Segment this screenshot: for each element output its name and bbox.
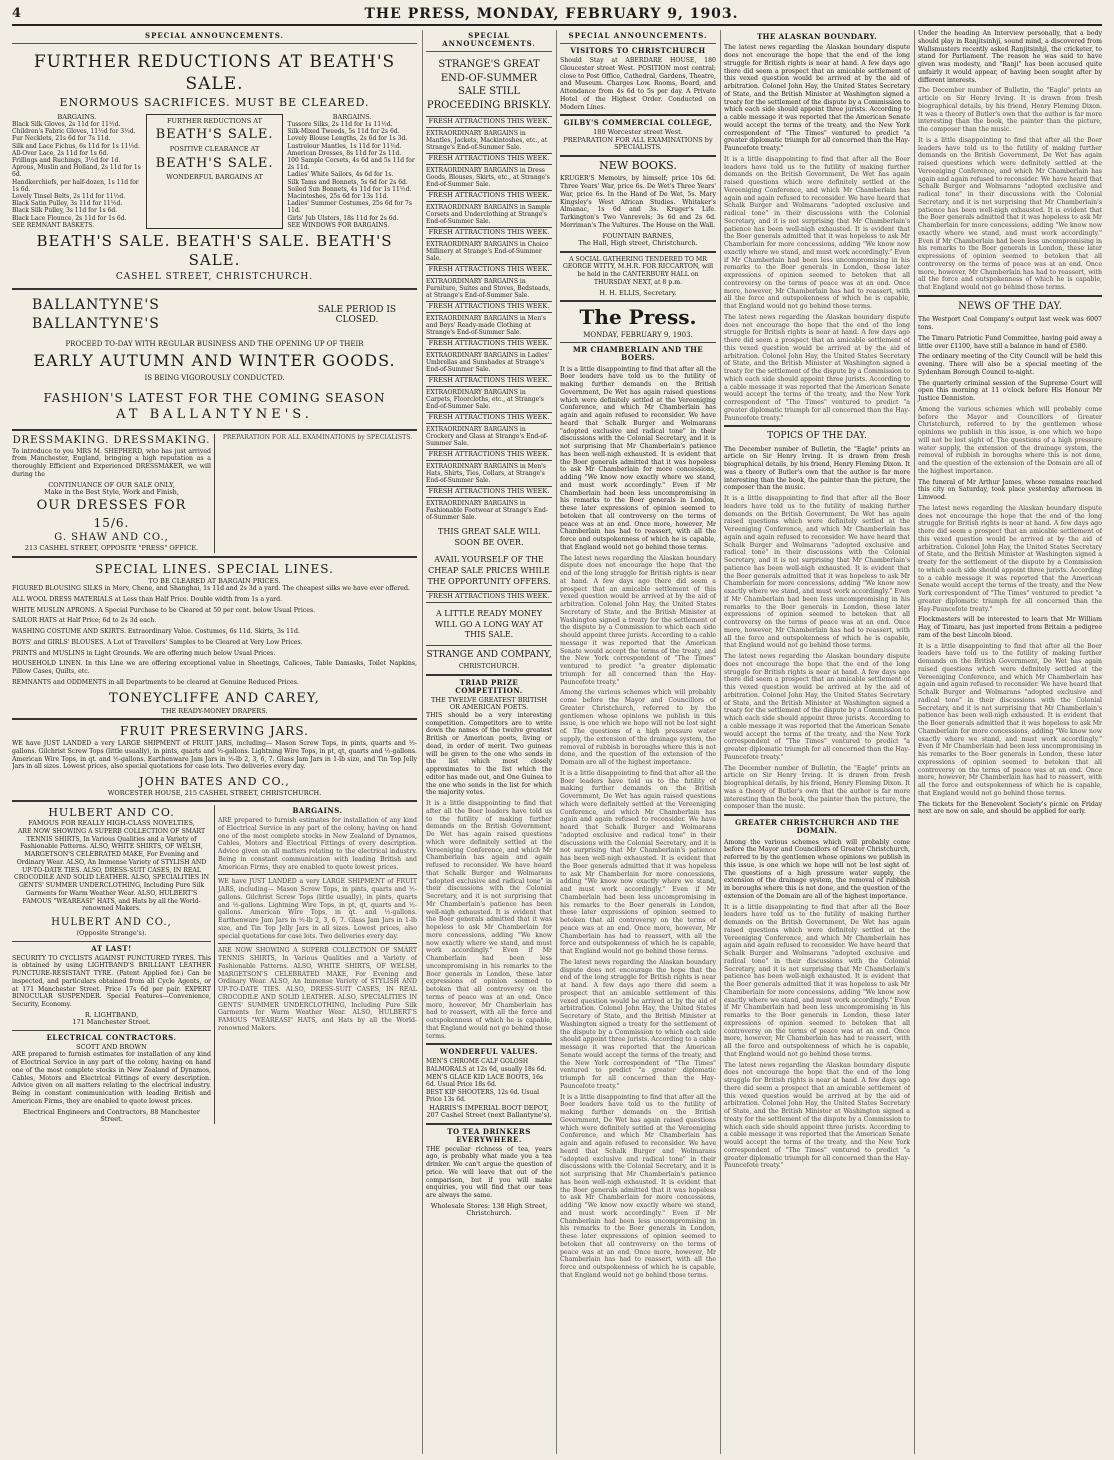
photographer-ad: [214, 434, 417, 553]
bates-filler: WE have JUST LANDED a very LARGE SHIPMENT of FRUIT JARS, including— Mason Screw Tops, in pints, quarts and ½-gallons. Gilchrist Screw Tops (little usually), in pints, quarts and ½-gallons. Lightning Wire Tops, in pt, qt, quarts and ½-gallons. American Wire Tops, in qt. and ½-gallons. Earthenware Jam Jars in ½-lb 2, 3, 6, 7. Glass Jam Jars in 1-lb size, and Tin Top Jelly Jars in all sizes. Lowest prices, also special quotations for case lots. Two deliveries every day.: [218, 878, 417, 940]
chamberlain-continued: It is a little disappointing to find that after all the Boer leaders have told us to the futility of making further demands on the British Government, De Wet has again raised questions which were definitely settled at the Vereeniging Conference, and which Mr Chamberlain has again and again refused to reconsider. We have heard that Schalk Burger and Wolmarans "adopted exclusive and radical tone" in their discussions with the Colonial Secretary, and it is not surprising that Mr Chamberlain's patience has been well-nigh exhausted. It is evident that the Boer generals admitted that it was hopeless to ask Mr Chamberlain for more concessions, adding "We know now exactly where we stand, and must work accordingly." Even if Mr Chamberlain had been less uncompromising in his remarks to the Boer generals in London, these later expressions of opinion seemed to betoken that all controversy on the terms of peace was at an end. Once more, however, Mr Chamberlain has had to reassert, with all the force and outspokenness of which he is capable, that England would not go behind those terms.: [560, 1093, 716, 1279]
beath-sale-ad: [12, 47, 417, 289]
bargain-line: Silk Tams and Bonnets, 5s 6d for 2s 6d.: [287, 178, 408, 186]
gilby-prep: PREPARATION FOR ALL EXAMINATIONS by SPECIALISTS.: [563, 135, 713, 152]
news-item: Flockmasters will be interested to learn that Mr William Hay, of Timaru, has just imported from Britain a pedigree ram of the best Lincoln blood.: [918, 616, 1102, 639]
bargain-line: Silk-Mixed Tweeds, 5s 11d for 2s 6d.: [287, 128, 400, 136]
special-line-item: PRINTS and MUSLINS in Light Grounds. We are offering much below Usual Prices.: [12, 649, 276, 657]
books-company: FOUNTAIN BARNES,: [602, 231, 674, 240]
special-line-item: ALL WOOL DRESS MATERIALS at Less than Half Price. Double width from 1s a yard.: [12, 595, 283, 603]
news-item: The quarterly criminal session of the Supreme Court will open this morning at 11 o'clock before His Honour Mr Justice Denniston.: [918, 379, 1102, 402]
dressmaking-title: DRESSMAKING. DRESSMAKING.: [12, 434, 211, 446]
beath-address: CASHEL STREET, CHRISTCHURCH.: [115, 271, 314, 282]
bargain-line: Silk and Lace Fichus, 6s 11d for 1s 11½d.: [12, 142, 140, 150]
ballantyne-ad: [12, 290, 417, 431]
strange-bargain: EXTRAORDINARY BARGAINS in Men's and Boys' Ready-made Clothing at Strange's End-of-Summer Sale.: [426, 314, 546, 337]
electrical-company: SCOTT AND BROWN: [76, 1042, 147, 1051]
chamberlain-continued: It is a little disappointing to find that after all the Boer leaders have told us to the futility of making further demands on the British Government, De Wet has again raised questions which were definitely settled at the Vereeniging Conference, and which Mr Chamberlain has again and again refused to reconsider. We have heard that Schalk Burger and Wolmarans "adopted exclusive and radical tone" in their discussions with the Colonial Secretary, and it is not surprising that Mr Chamberlain's patience has been well-nigh exhausted. It is evident that the Boer generals admitted that it was hopeless to ask Mr Chamberlain for more concessions, adding "We know now exactly where we stand, and must work accordingly." Even if Mr Chamberlain had been less uncompromising in his remarks to the Boer generals in London, these later expressions of opinion seemed to betoken that all controversy on the terms of peace was at an end. Once more, however, Mr Chamberlain has had to reassert, with all the force and outspokenness of which he is capable, that England would not go behind those terms.: [560, 769, 716, 956]
sale-soon-over: THIS GREAT SALE WILL SOON BE OVER.: [438, 527, 540, 548]
bargain-line: Aprons, Muslin and Holland, 2s 11d for 1s 6d.: [12, 164, 141, 179]
news-of-the-day-title: NEWS OF THE DAY.: [958, 300, 1062, 312]
chamberlain-continued: The latest news regarding the Alaskan boundary dispute does not encourage the hope that the end of the long struggle for British rights is near at hand. A few days ago there did seem a prospect that an amicable settlement of this vexed question would be arrived at by the aid of arbitration. Colonel John Hay, the United States Secretary of State, and the British Minister at Washington signed a treaty for the settlement of the dispute by a Commission to which each side should appoint three jurists. According to a cable message it was reported that the American Senate would accept the terms of the treaty, and the New York correspondent of "The Times" ventured to predict "a greater diplomatic triumph for all concerned than the Hay-Pauncefote treaty.": [560, 958, 716, 1090]
tea-address: Wholesale Stores: 138 High Street, Christchurch.: [430, 1201, 548, 1218]
shaw-company: G. SHAW AND CO.,: [54, 532, 169, 544]
center-line: BEATH'S SALE.: [155, 155, 274, 171]
fresh-attractions: FRESH ATTRACTIONS THIS WEEK.: [426, 338, 552, 349]
competition-body: THIS should be a very interesting competition. Competitors are to write down the names of the twelve greatest British or American poets, living or dead, in order of merit. Two guineas will be given to the one who sends in the list which most closely approximates to the list which the editor has made out, and One Guinea to the one who sends in the list for which the majority votes.: [426, 711, 552, 797]
strange-title: STRANGE'S GREAT END-OF-SUMMER SALE STILL PROCEEDING BRISKLY.: [426, 59, 552, 111]
bargain-line: Children's Fabric Gloves, 11½d for 3½d.: [12, 128, 136, 136]
topics-title: TOPICS OF THE DAY.: [767, 431, 867, 442]
chamberlain-continued: Among the various schemes which will probably come before the Mayor and Councillors of Greater Christchurch, referred to by the gentlemen whose opinions we publish in this issue, is one which we hope will not be lost sight of. The questions of a high pressure water supply, the extension of the drainage system, the removal of rubbish in boroughs where this is not done, and the question of the extension of the Domain are all of the highest importance.: [560, 689, 716, 767]
fresh-attractions: FRESH ATTRACTIONS THIS WEEK.: [426, 116, 552, 127]
toneycliffe-desc: THE READY-MONEY DRAPERS.: [161, 706, 268, 715]
electrical-title: ELECTRICAL CONTRACTORS.: [46, 1032, 177, 1042]
news-item: Among the various schemes which will probably come before the Mayor and Councillors of Greater Christchurch, referred to by the gentlemen whose opinions we publish in this issue, is one which we hope will not be lost sight of. The questions of a high pressure water supply, the extension of the drainage system, the removal of rubbish in boroughs where this is not done, and the question of the extension of the Domain are all of the highest importance.: [918, 405, 1102, 475]
section-header: SPECIAL ANNOUNCEMENTS.: [426, 30, 552, 52]
books-address: The Hall, High street, Christchurch.: [578, 239, 698, 248]
special-lines-ad: [12, 558, 417, 720]
fruit-body: WE have JUST LANDED a very LARGE SHIPMENT of FRUIT JARS, including— Mason Screw Tops, in pints, quarts and ½-gallons. Gilchrist Screw Tops (little usually), in pints, quarts and ½-gallons. Lightning Wire Tops, in pt, qt, quarts and ½-gallons. American Wire Tops, in qt. and ½-gallons. Earthenware Jam Jars in ½-lb 2, 3, 6, 7. Glass Jam Jars in 1-lb size, and Tin Top Jelly Jars in all sizes. Lowest prices, also special quotations for case lots. Two deliveries every day.: [12, 740, 417, 771]
press-title: The Press.: [579, 305, 697, 330]
strange-bargain: EXTRAORDINARY BARGAINS in Ladies' Umbrellas and Sunshades at Strange's End-of-Summer Sale.: [426, 351, 550, 374]
continuance: CONTINUANCE OF OUR SALE ONLY,: [48, 480, 175, 489]
hulbert-tagline: FAMOUS FOR REALLY HIGH-CLASS NOVELTIES,: [28, 819, 195, 828]
masthead-title: THE PRESS, MONDAY, FEBRUARY 9, 1903.: [364, 5, 739, 22]
bargain-line: Girls' Jub Ulsters, 18s 11d for 2s 6d.: [287, 214, 399, 222]
bargain-line: SEE WINDOWS FOR BARGAINS.: [287, 221, 390, 229]
shoe-line: MEN'S GLACE KID LACE BOOTS, 16s 6d. Usual Price 18s 6d.: [426, 1073, 543, 1089]
wonderful-values: WONDERFUL VALUES.: [439, 1047, 539, 1057]
bargain-line: Lustrelour Mantles, 1s 11d for 11½d.: [287, 142, 402, 150]
section-header: SPECIAL ANNOUNCEMENTS.: [560, 30, 716, 44]
toneycliffe-company: TONEYCLIFFE AND CAREY,: [109, 690, 320, 706]
fruit-jars-ad: [12, 720, 417, 802]
alaskan-title: THE ALASKAN BOUNDARY.: [756, 32, 878, 41]
chamberlain-title: MR CHAMBERLAIN AND THE BOERS.: [572, 345, 704, 363]
sale-period-note: SALE PERIOD IS CLOSED.: [317, 304, 397, 326]
bargain-line: Lovely Tinsel Belts, 2s 11d for 11½d.: [12, 192, 126, 200]
bargain-line: Black Lace Flounce, 2s 11d for 1s 6d.: [12, 214, 127, 222]
special-lines-subtitle: TO BE CLEARED AT BARGAIN PRICES.: [148, 576, 281, 585]
hulbert-title: HULBERT AND CO.: [48, 806, 175, 820]
strange-bargain: EXTRAORDINARY BARGAINS in Choice Millinery at Strange's End-of-Summer Sale.: [426, 240, 549, 263]
competition-filler: It is a little disappointing to find that after all the Boer leaders have told us to the futility of making further demands on the British Government, De Wet has again raised questions which were definitely settled at the Vereeniging Conference, and which Mr Chamberlain has again and again refused to reconsider. We have heard that Schalk Burger and Wolmarans "adopted exclusive and radical tone" in their discussions with the Colonial Secretary, and it is not surprising that Mr Chamberlain's patience has been well-nigh exhausted. It is evident that the Boer generals admitted that it was hopeless to ask Mr Chamberlain for more concessions, adding "We know now exactly where we stand, and must work accordingly." Even if Mr Chamberlain had been less uncompromising in his remarks to the Boer generals in London, these later expressions of opinion seemed to betoken that all controversy on the terms of peace was at an end. Once more, however, Mr Chamberlain has had to reassert, with all the force and outspokenness of which he is capable, that England would not go behind those terms.: [426, 800, 552, 1040]
column-4: [720, 30, 910, 1454]
masthead: [12, 4, 1102, 26]
shoe-line: BEST KIP SHOOTERS, 12s 6d. Usual Price 13s 6d.: [426, 1089, 539, 1104]
unpacked-line: IS BEING VIGOROUSLY CONDUCTED.: [144, 373, 285, 382]
new-books-body: KRUGER'S Memoirs, by himself; price 10s 6d. Three Years' War, price 6s. De Wet's Three Years' War, price 6s. In the Hand of De Wet, 5s. Mary Kingsley's West African Studies. Whitaker's Almanac, 1s 6d and 3s. Kruger's Life. Tarkington's Two Vanrevels; 3s 6d and 2s 6d. Merriman's The Vultures. The House on the Wall.: [560, 175, 716, 229]
competition-title: TRIAD PRIZE COMPETITION.: [455, 677, 523, 695]
bargain-line: Black Satin Pulley, 3s 11d for 11½d.: [12, 200, 123, 208]
ranji-continued: It is a little disappointing to find that after all the Boer leaders have told us to the futility of making further demands on the British Government, De Wet has again raised questions which were definitely settled at the Vereeniging Conference, and which Mr Chamberlain has again and again refused to reconsider. We have heard that Schalk Burger and Wolmarans "adopted exclusive and radical tone" in their discussions with the Colonial Secretary, and it is not surprising that Mr Chamberlain's patience has been well-nigh exhausted. It is evident that the Boer generals admitted that it was hopeless to ask Mr Chamberlain for more concessions, adding "We know now exactly where we stand, and must work accordingly." Even if Mr Chamberlain had been less uncompromising in his remarks to the Boer generals in London, these later expressions of opinion seemed to betoken that all controversy on the terms of peace was at an end. Once more, however, Mr Chamberlain has had to reassert, with all the force and outspokenness of which he is capable, that England would not go behind those terms.: [918, 136, 1102, 291]
at-last-body: SECURITY TO CYCLISTS AGAINST PUNCTURED TYRES. This is obtained by using LIGHTBAND'S BRILLIANT LEATHER PUNCTURE-RESISTANT TYRE. (Patent Applied for.) Can be inspected, and particulars obtained from all Cycle Agents, or at 171 Manchester Street. Price 17s 6d per pair. EXPERT BINOCULAR SUSPENDER. Special Features—Convenience, Security, Economy.: [12, 954, 211, 1009]
chamberlain-body: It is a little disappointing to find that after all the Boer leaders have told us to the futility of making further demands on the British Government, De Wet has again raised questions which were definitely settled at the Vereeniging Conference, and which Mr Chamberlain has again and again refused to reconsider. We have heard that Schalk Burger and Wolmarans "adopted exclusive and radical tone" in their discussions with the Colonial Secretary, and it is not surprising that Mr Chamberlain's patience has been well-nigh exhausted. It is evident that the Boer generals admitted that it was hopeless to ask Mr Chamberlain for more concessions, adding "We know now exactly where we stand, and must work accordingly." Even if Mr Chamberlain had been less uncompromising in his remarks to the Boer generals in London, these later expressions of opinion seemed to betoken that all controversy on the terms of peace was at an end. Once more, however, Mr Chamberlain has had to reassert, with all the force and outspokenness of which he is capable, that England would not go behind those terms.: [560, 365, 716, 551]
beath-headline: FURTHER REDUCTIONS AT BEATH'S SALE.: [33, 52, 396, 95]
alaskan-continued: It is a little disappointing to find that after all the Boer leaders have told us to the futility of making further demands on the British Government, De Wet has again raised questions which were definitely settled at the Vereeniging Conference, and which Mr Chamberlain has again and again refused to reconsider. We have heard that Schalk Burger and Wolmarans "adopted exclusive and radical tone" in their discussions with the Colonial Secretary, and it is not surprising that Mr Chamberlain's patience has been well-nigh exhausted. It is evident that the Boer generals admitted that it was hopeless to ask Mr Chamberlain for more concessions, adding "We know now exactly where we stand, and must work accordingly." Even if Mr Chamberlain had been less uncompromising in his remarks to the Boer generals in London, these later expressions of opinion seemed to betoken that all controversy on the terms of peace was at an end. Once more, however, Mr Chamberlain has had to reassert, with all the force and outspokenness of which he is capable, that England would not go behind those terms.: [724, 155, 910, 311]
little-money: A LITTLE READY MONEY WILL GO A LONG WAY AT THIS SALE.: [435, 608, 543, 640]
shaw-address: 213 CASHEL STREET, OPPOSITE "PRESS" OFFICE.: [24, 544, 199, 553]
bargain-line: Ladies' Summer Costumes, 25s 6d for 7s 11d.: [287, 200, 412, 215]
bargain-line: Handkerchiefs, per half-dozen, 1s 11d for 1s 6d.: [12, 178, 139, 193]
hulbert-ad: [12, 805, 211, 1124]
fresh-attractions: FRESH ATTRACTIONS THIS WEEK.: [426, 412, 552, 423]
bargain-line: Frillings and Ruchings, 3½d for 1d.: [12, 157, 121, 165]
bargain-line: All-Over Lace, 2s 11d for 1s 6d.: [12, 149, 109, 157]
at-ballantynes: AT BALLANTYNE'S.: [116, 407, 313, 423]
strange-bargain: EXTRAORDINARY BARGAINS in Furniture, Suites and Stoves, Bedsteads, at Strange's End-of-Summer Sale.: [426, 277, 551, 300]
fresh-attractions: FRESH ATTRACTIONS THIS WEEK.: [426, 264, 552, 275]
fruit-title: FRUIT PRESERVING JARS.: [120, 724, 309, 739]
bargain-line: American Dresses, 8s 11d for 2s 11d.: [287, 149, 402, 157]
lightband-company: R. LIGHTBAND,: [84, 1010, 139, 1019]
gilby-address: 180 Worcester street West.: [593, 128, 683, 137]
bargain-line: Fur Necklets, 21s 6d for 7s 11d.: [12, 135, 111, 143]
greater-continued: It is a little disappointing to find that after all the Boer leaders have told us to the futility of making further demands on the British Government, De Wet has again raised questions which were definitely settled at the Vereeniging Conference, and which Mr Chamberlain has again and again refused to reconsider. We have heard that Schalk Burger and Wolmarans "adopted exclusive and radical tone" in their discussions with the Colonial Secretary, and it is not surprising that Mr Chamberlain's patience has been well-nigh exhausted. It is evident that the Boer generals admitted that it was hopeless to ask Mr Chamberlain for more concessions, adding "We know now exactly where we stand, and must work accordingly." Even if Mr Chamberlain had been less uncompromising in his remarks to the Boer generals in London, these later expressions of opinion seemed to betoken that all controversy on the terms of peace was at an end. Once more, however, Mr Chamberlain has had to reassert, with all the force and outspokenness of which he is capable, that England would not go behind those terms.: [724, 903, 910, 1058]
center-line: WONDERFUL BARGAINS AT: [166, 173, 263, 182]
beath-subhead: ENORMOUS SACRIFICES. MUST BE CLEARED.: [59, 96, 370, 110]
bargain-line: Tussore Silks, 2s 11d for 1s 11½d.: [287, 121, 393, 129]
strange-bargain: EXTRAORDINARY BARGAINS in Fashionable Footwear at Strange's End-of-Summer Sale.: [426, 499, 548, 522]
press-date: MONDAY, FEBRUARY 9, 1903.: [583, 331, 693, 340]
special-line-item: REMNANTS and ODDMENTS in all Departments to be cleared at Genuine Reduced Prices.: [12, 678, 299, 686]
electrical-body: ARE prepared to furnish estimates for installation of any kind of Electrical Service in any part of the colony, having on hand one of the most complete stocks in New Zealand of Dynamos, Cables, Motors and Electrical Fittings of every description. Advice given on all matters relating to the electrical industry. Being in constant communication with leading British and American Firms, they are enabled to quote lowest prices.: [12, 1051, 211, 1105]
bargain-line: Soiled Sun Bonnets, 4s 11d for 1s 11½d.: [287, 185, 412, 193]
tea-title: TO TEA DRINKERS EVERYWHERE.: [447, 1126, 531, 1144]
strange-bargain: EXTRAORDINARY BARGAINS in Mantles, Jackets, Mackintoshes, etc., at Strange's End-of-Summer Sale.: [426, 129, 548, 151]
topics-continued: The latest news regarding the Alaskan boundary dispute does not encourage the hope that the end of the long struggle for British rights is near at hand. A few days ago there did seem a prospect that an amicable settlement of this vexed question would be arrived at by the aid of arbitration. Colonel John Hay, the United States Secretary of State, and the British Minister at Washington signed a treaty for the settlement of the dispute by a Commission to which each side should appoint three jurists. According to a cable message it was reported that the American Senate would accept the terms of the treaty, and the New York correspondent of "The Times" ventured to predict "a greater diplomatic triumph for all concerned than the Hay-Pauncefote treaty.": [724, 653, 910, 761]
social-secretary: H. H. ELLIS, Secretary.: [599, 288, 677, 297]
topics-continued: The December number of Bulletin, the "Eagle" prints an article on Sir Henry Irving. It is drawn from fresh biographical details, by his friend, Henry Fleming Dixon. It was a theory of Butler's own that the author is far more interesting than the book, the painter than the picture, the composer than the music.: [724, 764, 910, 811]
topics-body: The December number of Bulletin, the "Eagle" prints an article on Sir Henry Irving. It is drawn from fresh biographical details, by his friend, Henry Fleming Dixon. It was a theory of Butler's own that the author is far more interesting than the book, the painter than the picture, the composer than the music.: [724, 445, 910, 492]
beath-bargains-right: [287, 114, 417, 229]
strange-bargain: EXTRAORDINARY BARGAINS in Sample Corsets and Underclothing at Strange's End-of-Summer Sale.: [426, 203, 551, 225]
bargains-title: BARGAINS.: [292, 806, 343, 816]
electrical-address: Electrical Engineers and Contractors, 88 Manchester Street.: [23, 1107, 200, 1124]
fresh-attractions: FRESH ATTRACTIONS THIS WEEK.: [426, 591, 552, 602]
strange-bargain: EXTRAORDINARY BARGAINS in Carpets, Floorcloths, etc., at Strange's End-of-Summer Sale.: [426, 388, 544, 411]
fresh-attractions: FRESH ATTRACTIONS THIS WEEK.: [426, 227, 552, 238]
bargain-line: Lovely Blouse Lengths, 2s 6d for 1s 3d.: [287, 135, 408, 143]
topics-continued: It is a little disappointing to find that after all the Boer leaders have told us to the futility of making further demands on the British Government, De Wet has again raised questions which were definitely settled at the Vereeniging Conference, and which Mr Chamberlain has again and again refused to reconsider. We have heard that Schalk Burger and Wolmarans "adopted exclusive and radical tone" in their discussions with the Colonial Secretary, and it is not surprising that Mr Chamberlain's patience has been well-nigh exhausted. It is evident that the Boer generals admitted that it was hopeless to ask Mr Chamberlain for more concessions, adding "We know now exactly where we stand, and must work accordingly." Even if Mr Chamberlain had been less uncompromising in his remarks to the Boer generals in London, these later expressions of opinion seemed to betoken that all controversy on the terms of peace was at an end. Once more, however, Mr Chamberlain has had to reassert, with all the force and outspokenness of which he is capable, that England would not go behind those terms.: [724, 495, 910, 650]
chamberlain-continued: The latest news regarding the Alaskan boundary dispute does not encourage the hope that the end of the long struggle for British rights is near at hand. A few days ago there did seem a prospect that an amicable settlement of this vexed question would be arrived at by the aid of arbitration. Colonel John Hay, the United States Secretary of State, and the British Minister at Washington signed a treaty for the settlement of the dispute by a Commission to which each side should appoint three jurists. According to a cable message it was reported that the American Senate would accept the terms of the treaty, and the New York correspondent of "The Times" ventured to predict "a greater diplomatic triumph for all concerned than the Hay-Pauncefote treaty.": [560, 554, 716, 686]
ballantyne-line-2: BALLANTYNE'S: [32, 316, 160, 333]
avail-yourself: AVAIL YOURSELF OF THE CHEAP SALE PRICES WHILE THE OPPORTUNITY OFFERS.: [427, 555, 551, 586]
our-dresses: OUR DRESSES FOR: [36, 497, 187, 513]
hulbert-filler: ARE NOW SHOWING A SUPERB COLLECTION OF SMART TENNIS SHIRTS, In Various Qualities and a Variety of Fashionable Patterns. ALSO, WHITE SHIRTS, OF WELSH, MARGETSON'S CELEBRATED MAKE, For Evening and Ordinary Wear. ALSO, An Immense Variety of STYLISH AND UP-TO-DATE TIES. ALSO, DRESS-SUIT CASES, IN REAL CROCODILE AND SOLID LEATHER. ALSO, SPECIALITIES IN GENTS' SUMMER UNDERCLOTHING, Including Pure Silk Garments for Warm Weather Wear. ALSO, HULBERT'S FAMOUS "WEAREASI" HATS, and Hats by all the World-renowned Makers.: [218, 947, 417, 1032]
column-5: [914, 30, 1102, 1454]
section-header: SPECIAL ANNOUNCEMENTS.: [12, 30, 417, 44]
at-last-title: AT LAST!: [91, 943, 132, 953]
fresh-attractions: FRESH ATTRACTIONS THIS WEEK.: [426, 301, 552, 312]
news-closing: The tickets for the Benevolent Society's picnic on Friday next are now on sale, and should be applied for early.: [918, 800, 1102, 816]
fresh-attractions: FRESH ATTRACTIONS THIS WEEK.: [426, 375, 552, 386]
news-item: The funeral of Mr Arthur James, whose remains reached this city on Saturday, took place yesterday afternoon in Linwood.: [918, 478, 1102, 501]
bargain-line: Black Silk Pulley, 3s 11d for 1s 6d.: [12, 207, 118, 215]
greater-title: GREATER CHRISTCHURCH AND THE DOMAIN.: [735, 818, 899, 836]
tea-body: THE peculiar richness of tea, years ago, is probably what made you a tea drinker. We can't argue the question of price. We will leave that out of the comparison, but if you will make enquiries, you will find that our teas are always the same.: [426, 1145, 552, 1200]
beath-footer: BEATH'S SALE. BEATH'S SALE. BEATH'S SALE.: [36, 231, 393, 270]
bargains-title: BARGAINS.: [57, 112, 97, 121]
harris-address: 207 Cashel Street (next Ballantyne's).: [426, 1111, 552, 1120]
special-line-item: FIGURED BLOUSING SILKS in Merv, Chene, and Shanghai, 1s 11d and 2s 3d a yard. The cheapest silks we have ever offered.: [12, 585, 410, 593]
visitors-title: VISITORS TO CHRISTCHURCH: [570, 46, 706, 56]
news-item: The latest news regarding the Alaskan boundary dispute does not encourage the hope that the end of the long struggle for British rights is near at hand. A few days ago there did seem a prospect that an amicable settlement of this vexed question would be arrived at by the aid of arbitration. Colonel John Hay, the United States Secretary of State, and the British Minister at Washington signed a treaty for the settlement of the dispute by a Commission to which each side should appoint three jurists. According to a cable message it was reported that the American Senate would accept the terms of the treaty, and the New York correspondent of "The Times" ventured to predict "a greater diplomatic triumph for all concerned than the Hay-Pauncefote treaty.": [918, 504, 1102, 613]
special-line-item: WASHING COSTUME AND SKIRTS. Extraordinary Value. Costumes, 6s 11d. Skirts, 3s 11d.: [12, 628, 300, 636]
fresh-attractions: FRESH ATTRACTIONS THIS WEEK.: [426, 153, 552, 164]
social-gathering: A SOCIAL GATHERING TENDERED TO MR GEORGE WITTY, M.H.R. FOR RICCARTON, will be held in the CANTERBURY HALL on THURSDAY NEXT, at 8 p.m.: [562, 255, 714, 286]
bargain-line: Macintoshes, 25s 6d for 13s 11d.: [287, 192, 389, 200]
dress-price: 15/6.: [93, 515, 130, 530]
strange-bargain: EXTRAORDINARY BARGAINS in Crockery and Glass at Strange's End-of-Summer Sale.: [426, 425, 548, 448]
early-autumn: EARLY AUTUMN AND WINTER GOODS.: [33, 350, 396, 370]
bargain-line: Ladies' White Sailors, 4s 6d for 1s.: [287, 171, 394, 179]
strange-bargain: EXTRAORDINARY BARGAINS in Dress Goods, Blouses, Skirts, etc., at Strange's End-of-Summer Sale.: [426, 166, 550, 188]
new-books-title: NEW BOOKS.: [599, 158, 677, 172]
hulbert-footer: HULBERT AND CO.,: [51, 917, 172, 929]
bargain-line: Black Silk Gloves, 2s 11d for 11½d.: [12, 121, 121, 129]
news-item: The ordinary meeting of the City Council will be held this evening. There will also be a special meeting of the Sydenham Borough Council to-night.: [918, 353, 1102, 376]
column-1: [12, 30, 417, 1454]
center-line: POSITIVE CLEARANCE AT: [169, 145, 260, 154]
news-item: The Timaru Patriotic Fund Committee, having paid away a little over £1100, have still a balance in hand of £580.: [918, 334, 1102, 350]
right-small-ads: [214, 805, 417, 1124]
special-line-item: BOYS' and GIRLS' BLOUSES. A Lot of Travellers' Samples to be Cleared at Very Low Prices.: [12, 638, 303, 646]
ballantyne-line-1: BALLANTYNE'S: [32, 296, 160, 313]
center-line: BEATH'S SALE.: [155, 127, 274, 143]
ranji-article: Under the heading An Interview personally, that a body should play in Ranjitsinhji, sound mind, a discovered from Wallsmusters recently asked Ranjitsinhji, the cricketer, to stand for Parliament. The reason he was said to have given was modesty, and "Ranji" has been accused quite unfairly it would appear, of having been sought after by different interests.: [918, 30, 1102, 84]
shoe-line: MEN'S CHROME CALF GOLOSH BALMORALS at 12s 6d, usually 18s 6d.: [426, 1058, 547, 1073]
photographer-text: PREPARATION FOR ALL EXAMINATIONS by SPECIALISTS.: [222, 433, 413, 441]
dressmaking-body: To introduce to you MRS M. SHEPHERD, who has just arrived from Manchester, England, bringing a high reputation as a thoroughly Efficient and Experienced DRESSMAKER, we will during the: [12, 447, 211, 478]
center-line: FURTHER REDUCTIONS AT: [167, 116, 262, 125]
bargain-line: SEE REMNANT BASKETS.: [12, 221, 95, 229]
column-3: [556, 30, 716, 1454]
harris-depot: HARRIS'S IMPERIAL BOOT DEPOT,: [429, 1103, 549, 1112]
special-line-item: HOUSEHOLD LINEN. In this Line we are offering exceptional value in Sheetings, Calicoes, Table Damasks, Toilet Napkins, Pillow Cases, Quilts, etc.: [12, 660, 417, 676]
fashion-line: FASHION'S LATEST FOR THE COMING SEASON: [43, 390, 386, 405]
ranji-continued: The December number of Bulletin, the "Eagle" prints an article on Sir Henry Irving. It is drawn from fresh biographical details, by his friend, Henry Fleming Dixon. It was a theory of Butler's own that the author is far more interesting than the book, the painter than the picture, the composer than the music.: [918, 87, 1102, 133]
strange-company: STRANGE AND COMPANY,: [426, 650, 552, 661]
greater-continued: The latest news regarding the Alaskan boundary dispute does not encourage the hope that the end of the long struggle for British rights is near at hand. A few days ago there did seem a prospect that an amicable settlement of this vexed question would be arrived at by the aid of arbitration. Colonel John Hay, the United States Secretary of State, and the British Minister at Washington signed a treaty for the settlement of the dispute by a Commission to which each side should appoint three jurists. According to a cable message it was reported that the American Senate would accept the terms of the treaty, and the New York correspondent of "The Times" ventured to predict "a greater diplomatic triumph for all concerned than the Hay-Pauncefote treaty.": [724, 1061, 910, 1170]
lightband-address: 171 Manchester Street.: [72, 1018, 151, 1027]
fresh-attractions: FRESH ATTRACTIONS THIS WEEK.: [426, 190, 552, 201]
special-line-item: SAILOR HATS at Half Price; 6d to 2s 3d each.: [12, 617, 157, 625]
proceed-line: PROCEED TO-DAY WITH REGULAR BUSINESS AND THE OPENING UP OF THEIR: [65, 339, 364, 348]
special-lines-title: SPECIAL LINES. SPECIAL LINES.: [95, 561, 334, 576]
strange-city: CHRISTCHURCH.: [458, 662, 520, 671]
hulbert-body: ARE NOW SHOWING A SUPERB COLLECTION OF SMART TENNIS SHIRTS, In Various Qualities and a Variety of Fashionable Patterns. ALSO, WHITE SHIRTS, OF WELSH, MARGETSON'S CELEBRATED MAKE, For Evening and Ordinary Wear. ALSO, An Immense Variety of STYLISH AND UP-TO-DATE TIES. ALSO, DRESS-SUIT CASES, IN REAL CROCODILE AND SOLID LEATHER. ALSO, SPECIALITIES IN GENTS' SUMMER UNDERCLOTHING, Including Pure Silk Garments for Warm Weather Wear. ALSO, HULBERT'S FAMOUS "WEAREASI" HATS, and Hats by all the World-renowned Makers.: [14, 827, 209, 913]
alaskan-continued: The latest news regarding the Alaskan boundary dispute does not encourage the hope that the end of the long struggle for British rights is near at hand. A few days ago there did seem a prospect that an amicable settlement of this vexed question would be arrived at by the aid of arbitration. Colonel John Hay, the United States Secretary of State, and the British Minister at Washington signed a treaty for the settlement of the dispute by a Commission to which each side should appoint three jurists. According to a cable message it was reported that the American Senate would accept the terms of the treaty, and the New York correspondent of "The Times" ventured to predict "a greater diplomatic triumph for all concerned than the Hay-Pauncefote treaty.": [724, 313, 910, 422]
column-2: [422, 30, 552, 1454]
beath-bargains-left: [12, 114, 142, 229]
bargain-line: 100 Sample Corsets, 4s 6d and 5s 11d for 2s 11d.: [287, 157, 415, 172]
news-item: The Westport Coal Company's output last week was 6007 tons.: [918, 316, 1102, 331]
bargains-title: BARGAINS.: [332, 112, 372, 121]
bates-address: WORCESTER HOUSE, 215 CASHEL STREET, CHRISTCHURCH.: [107, 788, 322, 797]
page-number: 4: [12, 5, 22, 21]
dressmaking-ad: [12, 434, 211, 553]
makers-text: ARE prepared to furnish estimates for installation of any kind of Electrical Service in any part of the colony, having on hand one of the most complete stocks in New Zealand of Dynamos, Cables, Motors and Electrical Fittings of every description. Advice given on all matters relating to the electrical industry. Being in constant communication with leading British and American Firms, they are enabled to quote lowest prices.: [218, 817, 417, 871]
greater-body: Among the various schemes which will probably come before the Mayor and Councillors of Greater Christchurch, referred to by the gentlemen whose opinions we publish in this issue, is one which we hope will not be lost sight of. The questions of a high pressure water supply, the extension of the drainage system, the removal of rubbish in boroughs where this is not done, and the question of the extension of the Domain are all of the highest importance.: [724, 838, 910, 900]
news-item: It is a little disappointing to find that after all the Boer leaders have told us to the futility of making further demands on the British Government, De Wet has again raised questions which were definitely settled at the Vereeniging Conference, and which Mr Chamberlain has again and again refused to reconsider. We have heard that Schalk Burger and Wolmarans "adopted exclusive and radical tone" in their discussions with the Colonial Secretary, and it is not surprising that Mr Chamberlain's patience has been well-nigh exhausted. It is evident that the Boer generals admitted that it was hopeless to ask Mr Chamberlain for more concessions, adding "We know now exactly where we stand, and must work accordingly." Even if Mr Chamberlain had been less uncompromising in his remarks to the Boer generals in London, these later expressions of opinion seemed to betoken that all controversy on the terms of peace was at an end. Once more, however, Mr Chamberlain has had to reassert, with all the force and outspokenness of which he is capable, that England would not go behind those terms.: [918, 642, 1102, 797]
competition-sub: THE TWELVE GREATEST BRITISH OR AMERICAN POETS.: [431, 695, 547, 712]
hulbert-opposite: (Opposite Strange's).: [76, 929, 147, 938]
strange-bargain: EXTRAORDINARY BARGAINS in Men's Hats, Shirts, Ties, Collars, at Strange's End-of-Summer Sale.: [426, 462, 546, 485]
fresh-attractions: FRESH ATTRACTIONS THIS WEEK.: [426, 449, 552, 460]
alaskan-body: The latest news regarding the Alaskan boundary dispute does not encourage the hope that the end of the long struggle for British rights is near at hand. A few days ago there did seem a prospect that an amicable settlement of this vexed question would be arrived at by the aid of arbitration. Colonel John Hay, the United States Secretary of State, and the British Minister at Washington signed a treaty for the settlement of the dispute by a Commission to which each side should appoint three jurists. According to a cable message it was reported that the American Senate would accept the terms of the treaty, and the New York correspondent of "The Times" ventured to predict "a greater diplomatic triumph for all concerned than the Hay-Pauncefote treaty.": [724, 44, 910, 153]
fresh-attractions: FRESH ATTRACTIONS THIS WEEK.: [426, 486, 552, 497]
beath-center-box: [146, 114, 284, 229]
special-line-item: WHITE MUSLIN APRONS. A Special Purchase to be Cleared at 50 per cent. below Usual Prices.: [12, 606, 316, 614]
gilby-title: GILBY'S COMMERCIAL COLLEGE,: [563, 118, 713, 128]
bates-company: JOHN BATES AND CO.,: [139, 775, 290, 789]
made-line: Make in the Best Style, Work and Finish,: [44, 488, 179, 497]
visitors-body: Should Stay at ABERDARE HOUSE, 180 Gloucester street West. POSITION most central; close to Post Office, Cathedral, Gardens, Theatre, and Museum. Charges Low. Rooms, Board, and Attendance from 4s 6d to 5s per day. A Private Hotel of the Highest Order. Conducted on Modern Lines.: [560, 57, 716, 111]
